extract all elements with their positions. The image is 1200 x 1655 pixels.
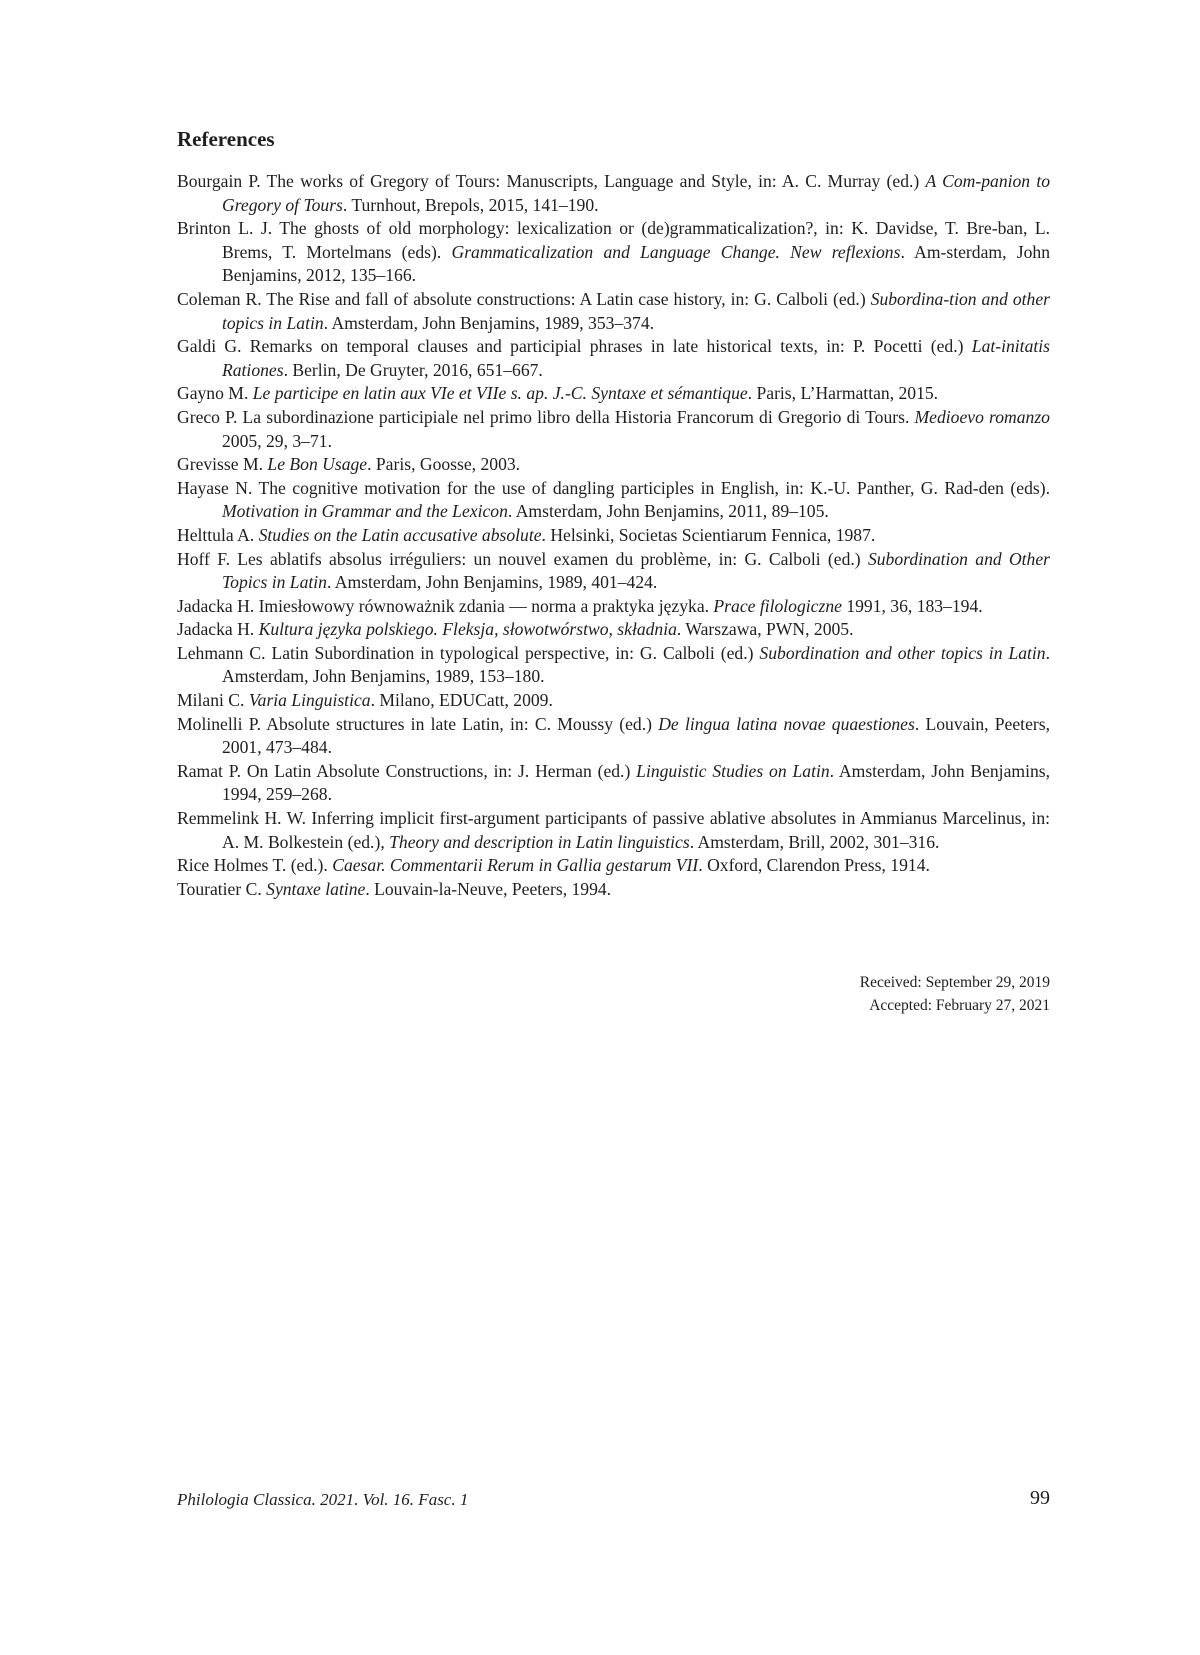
references-section bbox=[177, 124, 1050, 901]
reference-title: Studies on the Latin accusative absolute bbox=[258, 524, 542, 545]
reference-title: Prace filologiczne bbox=[713, 595, 842, 616]
reference-entry bbox=[177, 335, 1050, 382]
reference-text: . Paris, L’Harmattan, 2015. bbox=[747, 383, 939, 404]
reference-entry bbox=[177, 477, 1050, 524]
reference-text: . Helsinki, Societas Scientiarum Fennica, 1987. bbox=[541, 524, 876, 545]
reference-text: . Amsterdam, John Benjamins, 2011, 89–105. bbox=[507, 501, 829, 522]
reference-entry bbox=[177, 524, 1050, 548]
reference-title: Grammaticalization and Language Change. New reflexions bbox=[451, 241, 901, 262]
reference-entry bbox=[177, 382, 1050, 406]
reference-title: Lat-initatis Rationes bbox=[222, 336, 1050, 380]
reference-text: . Berlin, De Gruyter, 2016, 651–667. bbox=[283, 359, 543, 380]
reference-title: Le Bon Usage bbox=[267, 454, 368, 475]
reference-entry bbox=[177, 854, 1050, 878]
reference-text: Brinton L. J. The ghosts of old morphology: lexicalization or (de)grammaticalization?, in: K. Davidse, T. Bre-ban, L. Brems, T. Mortelmans (eds). bbox=[177, 218, 1050, 262]
reference-text: Lehmann C. Latin Subordination in typological perspective, in: G. Calboli (ed.) bbox=[177, 642, 760, 663]
reference-entry bbox=[177, 689, 1050, 713]
reference-text: Galdi G. Remarks on temporal clauses and participial phrases in late historical texts, in: P. Pocetti (ed.) bbox=[177, 336, 972, 357]
reference-text: . Amsterdam, John Benjamins, 1994, 259–268. bbox=[222, 760, 1050, 805]
reference-entry bbox=[177, 713, 1050, 760]
reference-title: Le participe en latin aux VIe et VIIe s. ap. J.-C. Syntaxe et sémantique bbox=[252, 383, 748, 404]
reference-text: . Amsterdam, Brill, 2002, 301–316. bbox=[689, 831, 940, 852]
reference-entry bbox=[177, 288, 1050, 335]
reference-text: Bourgain P. The works of Gregory of Tours: Manuscripts, Language and Style, in: A. C. Murray (ed.) bbox=[177, 171, 926, 191]
reference-list bbox=[177, 170, 1050, 901]
journal-footer: Philologia Classica. 2021. Vol. 16. Fasc. 1 bbox=[177, 1490, 469, 1509]
reference-text: Ramat P. On Latin Absolute Constructions, in: J. Herman (ed.) bbox=[177, 760, 637, 781]
reference-title: Subordination and other topics in Latin bbox=[759, 642, 1046, 663]
reference-entry bbox=[177, 760, 1050, 807]
reference-text: Milani C. bbox=[177, 690, 249, 711]
reference-text: Rice Holmes T. (ed.). bbox=[177, 855, 333, 876]
reference-text: . Oxford, Clarendon Press, 1914. bbox=[698, 855, 930, 876]
reference-text: . Louvain-la-Neuve, Peeters, 1994. bbox=[365, 878, 612, 899]
reference-title: Caesar. Commentarii Rerum in Gallia gestarum VII bbox=[332, 855, 699, 876]
reference-entry bbox=[177, 406, 1050, 453]
reference-text: . Amsterdam, John Benjamins, 1989, 401–424. bbox=[326, 572, 658, 593]
reference-entry bbox=[177, 595, 1050, 619]
reference-title: Linguistic Studies on Latin bbox=[636, 760, 830, 781]
reference-text: . Amsterdam, John Benjamins, 1989, 153–180. bbox=[222, 642, 1051, 687]
reference-text: Molinelli P. Absolute structures in late Latin, in: C. Moussy (ed.) bbox=[177, 713, 659, 734]
reference-title: A Com-panion to Gregory of Tours bbox=[222, 171, 1051, 215]
reference-title: Subordination and Other Topics in Latin bbox=[222, 548, 1050, 593]
reference-text: 2005, 29, 3–71. bbox=[222, 430, 332, 451]
reference-entry bbox=[177, 453, 1050, 477]
reference-text: 1991, 36, 183–194. bbox=[841, 595, 983, 616]
reference-title: Subordina-tion and other topics in Latin bbox=[222, 288, 1050, 333]
reference-title: Motivation in Grammar and the Lexicon bbox=[222, 501, 508, 522]
reference-text: Jadacka H. bbox=[177, 619, 259, 640]
reference-text: Touratier C. bbox=[177, 878, 267, 899]
reference-entry bbox=[177, 217, 1050, 288]
reference-text: . Turnhout, Brepols, 2015, 141–190. bbox=[342, 194, 599, 215]
reference-text: Greco P. La subordinazione participiale nel primo libro della Historia Francorum di Gregorio di Tours. bbox=[177, 406, 915, 427]
reference-entry bbox=[177, 618, 1050, 642]
accepted-date: Accepted: February 27, 2021 bbox=[869, 997, 1050, 1014]
reference-entry bbox=[177, 170, 1050, 217]
reference-text: Hoff F. Les ablatifs absolus irréguliers: un nouvel examen du problème, in: G. Calboli (ed.) bbox=[177, 548, 868, 569]
references-heading: References bbox=[177, 127, 275, 151]
reference-text: Helttula A. bbox=[177, 524, 259, 545]
reference-text: Hayase N. The cognitive motivation for the use of dangling participles in English, in: K.-U. Panther, G. Rad-den (eds). bbox=[177, 477, 1050, 498]
received-date: Received: September 29, 2019 bbox=[859, 974, 1050, 991]
reference-text: Grevisse M. bbox=[177, 454, 268, 475]
reference-entry bbox=[177, 642, 1050, 689]
reference-title: Kultura języka polskiego. Fleksja, słowotwórstwo, składnia bbox=[258, 619, 677, 640]
reference-entry bbox=[177, 807, 1050, 854]
reference-title: Syntaxe latine bbox=[266, 878, 366, 899]
submission-dates bbox=[860, 971, 1050, 1017]
reference-text: . Am-sterdam, John Benjamins, 2012, 135–166. bbox=[222, 241, 1050, 286]
reference-title: De lingua latina novae quaestiones bbox=[658, 713, 915, 734]
reference-entry bbox=[177, 878, 1050, 902]
reference-text: Coleman R. The Rise and fall of absolute constructions: A Latin case history, in: G. Calboli (ed.) bbox=[177, 288, 871, 309]
reference-title: Theory and description in Latin linguistics bbox=[389, 831, 690, 852]
reference-entry bbox=[177, 548, 1050, 595]
reference-text: . Paris, Goosse, 2003. bbox=[367, 454, 521, 475]
reference-text: . Louvain, Peeters, 2001, 473–484. bbox=[222, 713, 1050, 758]
page-number: 99 bbox=[1030, 1487, 1050, 1509]
reference-title: Varia Linguistica bbox=[248, 690, 371, 711]
reference-title: Medioevo romanzo bbox=[914, 406, 1050, 427]
reference-text: . Warszawa, PWN, 2005. bbox=[676, 619, 854, 640]
reference-text: Gayno M. bbox=[177, 383, 253, 404]
reference-text: Remmelink H. W. Inferring implicit first-argument participants of passive ablative absolutes in Ammianus Marcelinus, in: A. M. Bolkestein (ed.), bbox=[177, 808, 1050, 852]
reference-text: . Amsterdam, John Benjamins, 1989, 353–374. bbox=[323, 312, 655, 333]
reference-text: Jadacka H. Imiesłowowy równoważnik zdania — norma a praktyka języka. bbox=[177, 595, 714, 616]
reference-text: . Milano, EDUCatt, 2009. bbox=[370, 690, 553, 711]
